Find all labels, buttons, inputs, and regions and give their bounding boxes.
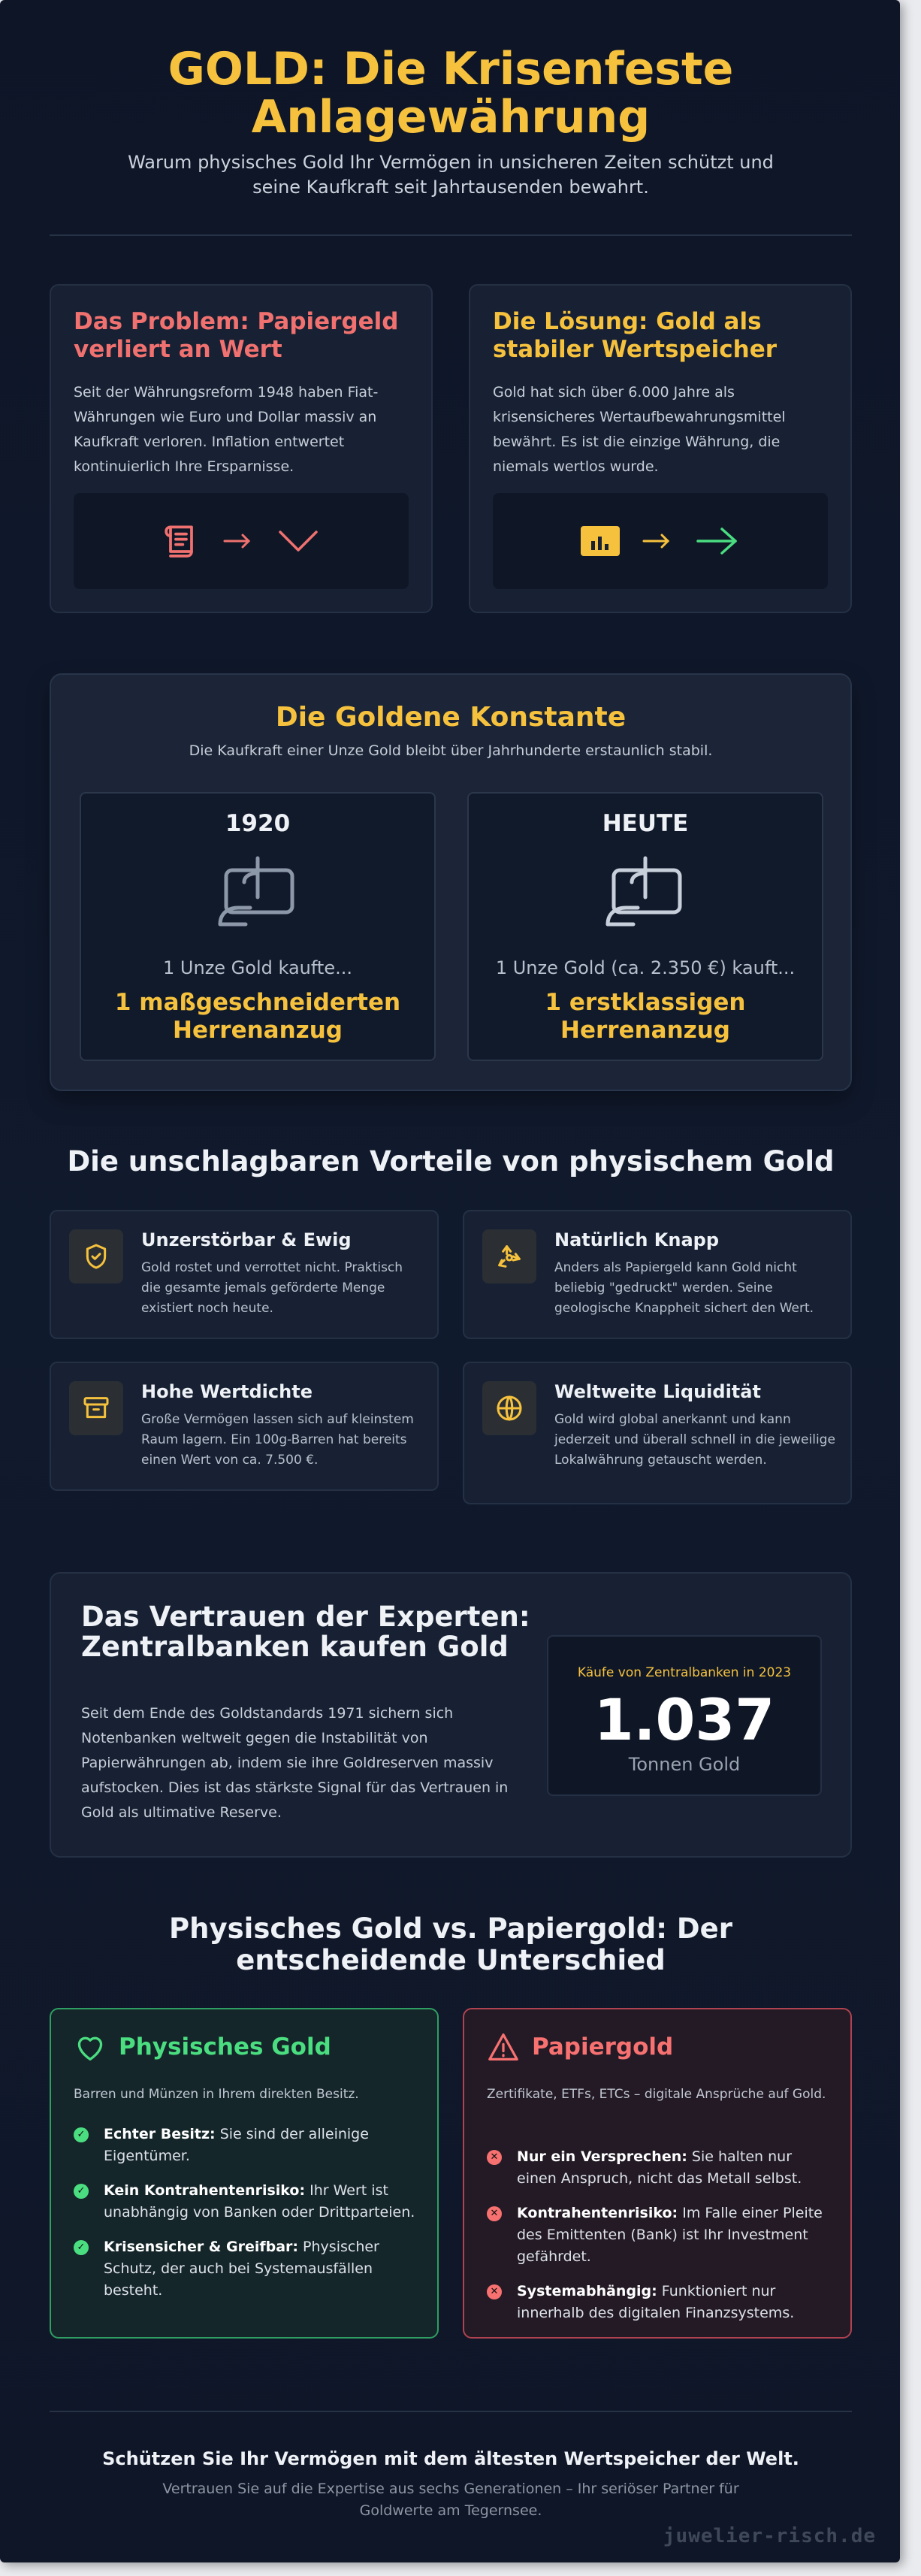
advantage-card — [50, 1362, 439, 1491]
problem-title: Das Problem: Papiergeld verliert an Wert — [74, 308, 399, 363]
golden-constant-section — [50, 673, 852, 1091]
era-card-then — [80, 792, 436, 1061]
banknote-icon — [160, 520, 202, 562]
solution-card — [469, 284, 852, 613]
problem-text: Seit der Währungsreform 1948 haben Fiat-Währungen wie Euro und Dollar massiv an Kaufkraft verloren. Inflation entwertet kontinuierlich Ihre Ersparnisse. — [74, 384, 379, 475]
advantage-title: Weltweite Liquidität — [554, 1381, 761, 1402]
advantage-title: Hohe Wertdichte — [141, 1381, 313, 1402]
heart-icon — [74, 2032, 107, 2062]
era-year: HEUTE — [602, 810, 689, 837]
divider — [50, 2411, 852, 2412]
arrow-right-icon — [639, 526, 675, 556]
advantages-title: Die unschlagbaren Vorteile von physischem Gold — [67, 1145, 835, 1178]
check-icon: ✓ — [74, 2127, 89, 2142]
physical-gold-header — [74, 2032, 331, 2062]
paper-gold-desc: Zertifikate, ETFs, ETCs – digitale Ansprüche auf Gold. — [487, 2087, 826, 2102]
experts-text: Seit dem Ende des Goldstandards 1971 sichern sich Notenbanken weltweit gegen die Instabilität von Papierwährungen ab, indem sie ihre Goldreserven massiv aufstocken. Dies ist das stärkste Signal für das Vertrauen in Gold als ultimative Reserve. — [81, 1705, 509, 1821]
list-item: ✕ Nur ein Versprechen: Sie halten nur einen Anspruch, nicht das Metall selbst. — [487, 2146, 832, 2190]
experts-section — [50, 1572, 852, 1858]
physical-gold-card — [50, 2008, 439, 2339]
advantage-icon-badge — [69, 1229, 123, 1283]
stat-label: Käufe von Zentralbanken in 2023 — [577, 1665, 792, 1680]
arrow-right-icon — [220, 526, 256, 556]
suit-icon — [213, 855, 303, 930]
x-icon: ✕ — [487, 2284, 502, 2299]
x-icon: ✕ — [487, 2206, 502, 2221]
advantage-card — [463, 1210, 852, 1339]
footer-text: Vertrauen Sie auf die Expertise aus sechs Generationen – Ihr seriöser Partner für Goldwerte am Tegernsee. — [162, 2481, 739, 2519]
paper-gold-header — [487, 2032, 673, 2062]
era-card-now — [467, 792, 823, 1061]
constant-title: Die Goldene Konstante — [275, 702, 627, 733]
problem-visual — [74, 493, 409, 589]
solution-title: Die Lösung: Gold als stabiler Wertspeicher — [493, 308, 778, 363]
physical-gold-desc: Barren und Münzen in Ihrem direkten Besitz. — [74, 2087, 359, 2102]
solution-visual — [493, 493, 828, 589]
recycle-icon — [494, 1241, 524, 1271]
advantage-card — [50, 1210, 439, 1339]
paper-gold-card — [463, 2008, 852, 2339]
era-item: 1 maßgeschneiderten Herrenanzug — [114, 989, 401, 1044]
check-icon: ✓ — [74, 2184, 89, 2199]
divider — [50, 234, 852, 236]
advantage-icon-badge — [482, 1381, 536, 1435]
era-item: 1 erstklassigen Herrenanzug — [545, 989, 746, 1044]
shield-check-icon — [81, 1241, 111, 1271]
era-bought: 1 Unze Gold (ca. 2.350 €) kauft... — [495, 957, 796, 978]
list-item: ✓ Krisensicher & Greifbar: Physischer Schutz, der auch bei Systemausfällen besteht. — [74, 2236, 419, 2302]
advantage-title: Unzerstörbar & Ewig — [141, 1229, 352, 1250]
arrow-right-icon — [693, 523, 741, 559]
globe-icon — [494, 1393, 524, 1423]
problem-card — [50, 284, 433, 613]
brand-watermark[interactable]: juwelier-risch.de — [663, 2525, 876, 2547]
physical-gold-list — [74, 2124, 419, 2314]
solution-text: Gold hat sich über 6.000 Jahre als krisensicheres Wertaufbewahrungsmittel bewährt. Es ist die einzige Währung, die niemals wertlos wurde. — [493, 384, 786, 475]
check-icon: ✓ — [74, 2240, 89, 2255]
warning-icon — [487, 2032, 520, 2062]
page-subtitle: Warum physisches Gold Ihr Vermögen in unsicheren Zeiten schützt und seine Kaufkraft seit Jahrtausenden bewahrt. — [128, 152, 774, 198]
x-icon: ✕ — [487, 2150, 502, 2165]
advantage-icon-badge — [482, 1229, 536, 1283]
advantage-text: Große Vermögen lassen sich auf kleinstem Raum lagern. Ein 100g-Barren hat bereits einen Wert von ca. 7.500 €. — [141, 1412, 414, 1468]
paper-gold-list — [487, 2146, 832, 2337]
archive-box-icon — [81, 1393, 111, 1423]
stat-unit: Tonnen Gold — [628, 1754, 741, 1775]
advantage-title: Natürlich Knapp — [554, 1229, 720, 1250]
advantage-text: Gold wird global anerkannt und kann jederzeit und überall schnell in die jeweilige Lokalwährung getauscht werden. — [554, 1412, 835, 1468]
list-item: ✕ Kontrahentenrisiko: Im Falle einer Pleite des Emittenten (Bank) ist Ihr Investment gefährdet. — [487, 2203, 832, 2268]
stat-value: 1.037 — [593, 1686, 775, 1753]
constant-subtitle: Die Kaufkraft einer Unze Gold bleibt über Jahrhunderte erstaunlich stabil. — [189, 742, 713, 759]
physical-gold-title: Physisches Gold — [119, 2033, 331, 2060]
advantage-icon-badge — [69, 1381, 123, 1435]
advantage-text: Anders als Papiergeld kann Gold nicht beliebig "gedruckt" werden. Seine geologische Knappheit sichert den Wert. — [554, 1260, 814, 1316]
list-item: ✕ Systemabhängig: Funktioniert nur innerhalb des digitalen Finanzsystems. — [487, 2281, 832, 2324]
advantage-card — [463, 1362, 852, 1504]
central-bank-stat — [547, 1635, 822, 1796]
advantage-text: Gold rostet und verrottet nicht. Praktisch die gesamte jemals geförderte Menge existiert noch heute. — [141, 1260, 403, 1316]
era-bought: 1 Unze Gold kaufte... — [163, 957, 352, 978]
experts-title: Das Vertrauen der Experten: Zentralbanken kaufen Gold — [81, 1601, 530, 1663]
gold-bar-chart-icon — [579, 523, 621, 559]
page-title: GOLD: Die Krisenfeste Anlagewährung — [168, 43, 734, 144]
suit-icon — [600, 855, 690, 930]
list-item: ✓ Kein Kontrahentenrisiko: Ihr Wert ist unabhängig von Banken oder Drittparteien. — [74, 2180, 419, 2224]
chevron-down-icon — [274, 523, 322, 559]
list-item: ✓ Echter Besitz: Sie sind der alleinige Eigentümer. — [74, 2124, 419, 2167]
comparison-title: Physisches Gold vs. Papiergold: Der entscheidende Unterschied — [169, 1912, 732, 1976]
era-year: 1920 — [225, 810, 291, 837]
footer-headline: Schützen Sie Ihr Vermögen mit dem ältesten Wertspeicher der Welt. — [102, 2448, 799, 2469]
paper-gold-title: Papiergold — [532, 2033, 674, 2060]
